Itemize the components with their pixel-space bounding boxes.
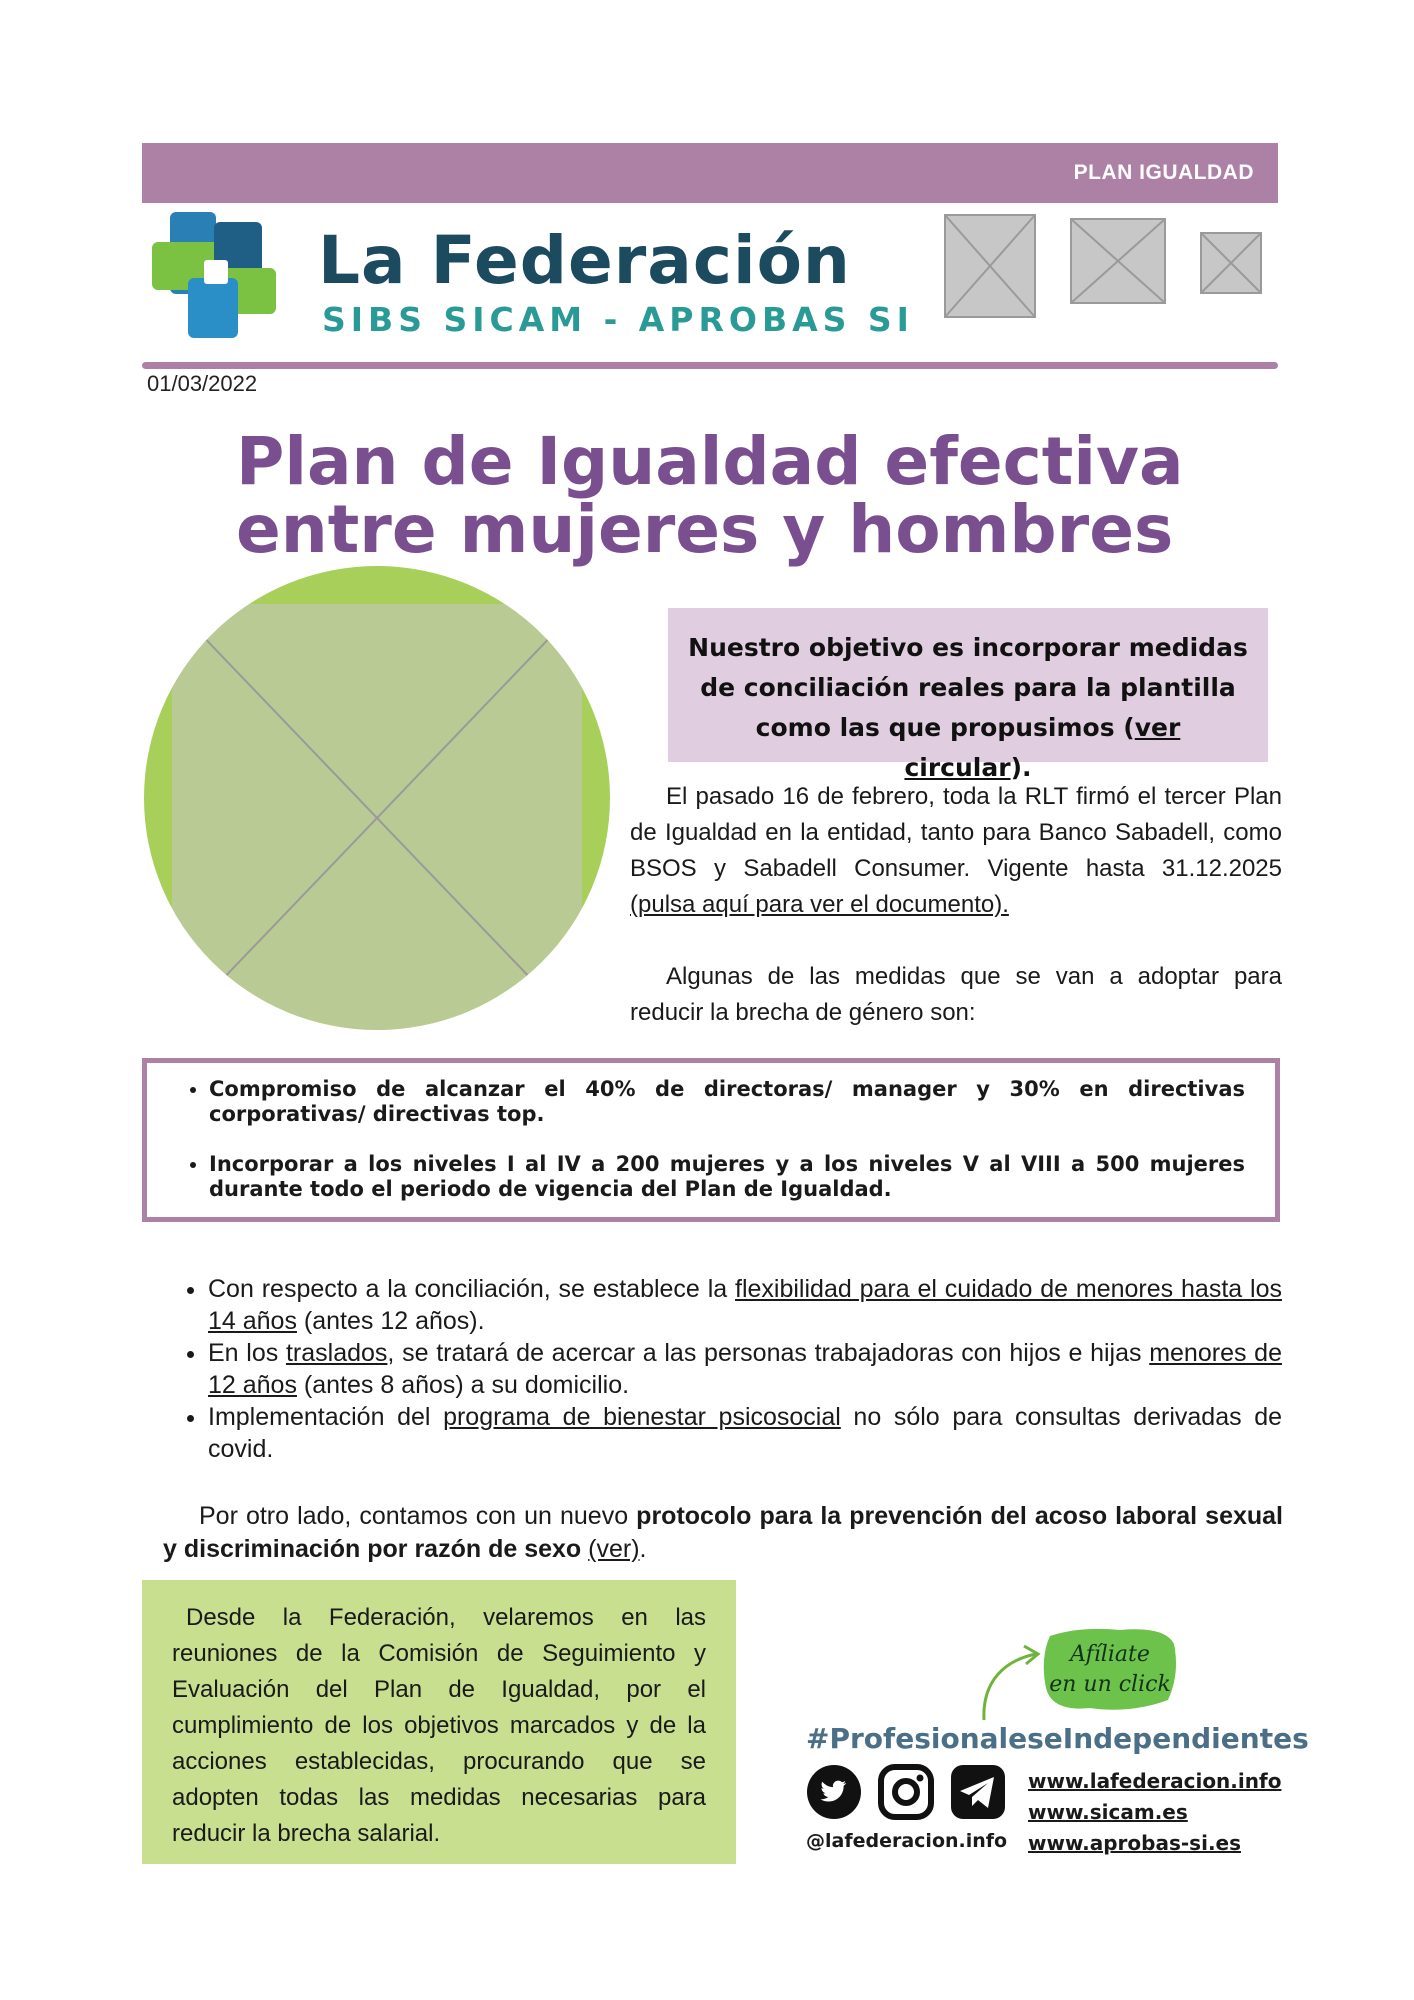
measure-text: (antes 12 años). xyxy=(296,1307,485,1335)
measure-item xyxy=(208,1401,1282,1465)
federacion-logo-mark xyxy=(148,208,284,344)
twitter-icon[interactable] xyxy=(806,1764,862,1820)
measure-text: Implementación del xyxy=(208,1403,444,1431)
menores-link[interactable]: menores de 12 años xyxy=(208,1339,1282,1399)
affiliate-button[interactable] xyxy=(1040,1624,1180,1716)
target-item: • Incorporar a los niveles I al IV a 200 mujeres y a los niveles V al VIII a 500 mujeres durante todo el periodo de vigencia del Plan de Igualdad. xyxy=(209,1152,1245,1202)
intro-paragraph xyxy=(630,779,1282,923)
protocol-paragraph xyxy=(163,1500,1283,1566)
hashtag: #ProfesionaleseIndependientes xyxy=(806,1722,1309,1755)
aprobas-si-logo xyxy=(1070,218,1166,304)
document-link[interactable]: (pulsa aquí para ver el documento). xyxy=(630,891,1009,918)
measure-item xyxy=(208,1273,1282,1337)
affiliate-label-2: en un click xyxy=(1049,1672,1171,1697)
objective-text xyxy=(668,608,1268,808)
bienestar-link[interactable]: programa de bienestar psicosocial xyxy=(443,1403,841,1431)
objective-text-end: ). xyxy=(1010,753,1032,782)
target-item: • Compromiso de alcanzar el 40% de directoras/ manager y 30% en directivas corporativas/ directivas top. xyxy=(209,1077,1245,1127)
objective-text-start: Nuestro objetivo es incorporar medidas de conciliación reales para la plantilla como las que propusimos ( xyxy=(688,633,1248,742)
federacion-commitment-text xyxy=(142,1580,736,1852)
sicam-link[interactable]: www.sicam.es xyxy=(1028,1800,1188,1824)
measure-item xyxy=(208,1337,1282,1401)
measures-intro-text: Algunas de las medidas que se van a adoptar para reducir la brecha de género son: xyxy=(630,963,1282,1026)
targets-box xyxy=(142,1058,1280,1222)
measures-intro-paragraph xyxy=(630,959,1282,1031)
footer-links xyxy=(1028,1766,1281,1859)
measure-text: Con respecto a la conciliación, se establece la xyxy=(208,1275,736,1303)
intro-text: El pasado 16 de febrero, toda la RLT firmó el tercer Plan de Igualdad en la entidad, tanto para Banco Sabadell, como BSOS y Sabadell Consumer. Vigente hasta 31.12.2025 xyxy=(630,783,1282,882)
header-divider xyxy=(142,362,1278,369)
instagram-icon[interactable] xyxy=(878,1764,934,1820)
protocol-text: Por otro lado, contamos con un nuevo xyxy=(199,1502,637,1530)
federacion-commitment-box xyxy=(142,1580,736,1864)
objective-callout xyxy=(668,608,1268,782)
measure-text: (antes 8 años) a su domicilio. xyxy=(296,1371,630,1399)
protocol-text-end: . xyxy=(639,1535,647,1563)
measure-text: , se tratará de acercar a las personas trabajadoras con hijos e hijas xyxy=(387,1339,1150,1367)
protocol-ver-link[interactable]: (ver) xyxy=(588,1535,640,1563)
title-line-1: Plan de Igualdad efectiva xyxy=(236,423,1184,500)
affiliate-label-1: Afíliate xyxy=(1070,1642,1150,1667)
high-five-illustration xyxy=(142,564,612,1032)
section-label: PLAN IGUALDAD xyxy=(1073,161,1254,184)
ver-circular-link[interactable]: ver circular xyxy=(904,713,1181,782)
sicam-logo xyxy=(944,214,1036,318)
measure-text: no sólo para consultas derivadas de covid. xyxy=(208,1403,1283,1463)
traslados-link[interactable]: traslados xyxy=(285,1339,388,1367)
telegram-icon[interactable] xyxy=(950,1764,1006,1820)
protocol-bold-text: protocolo para la prevención del acoso laboral sexual y discriminación por razón de sexo xyxy=(163,1502,1283,1563)
measure-text: En los xyxy=(208,1339,286,1367)
aprobas-link[interactable]: www.aprobas-si.es xyxy=(1028,1831,1242,1855)
section-header-bar xyxy=(142,143,1278,203)
brand-subtitle: SIBS SICAM - APROBAS SI xyxy=(322,300,914,339)
flexibilidad-link[interactable]: flexibilidad para el cuidado de menores hasta los 14 años xyxy=(208,1275,1282,1335)
publish-date: 01/03/2022 xyxy=(147,371,258,396)
lafederacion-link[interactable]: www.lafederacion.info xyxy=(1028,1769,1282,1793)
federacion-commitment-content: Desde la Federación, velaremos en las reuniones de la Comisión de Seguimiento y Evaluación del Plan de Igualdad, por el cumplimiento de los objetivos marcados y de la acciones establecidas, procurando que se adopten todas las medidas necesarias para reducir la brecha salarial. xyxy=(172,1604,706,1847)
social-handle[interactable]: @lafederacion.info xyxy=(806,1830,1008,1852)
cic-logo xyxy=(1200,232,1262,294)
title-line-2: entre mujeres y hombres xyxy=(236,491,1174,568)
curved-arrow-icon xyxy=(976,1640,1046,1724)
measures-list xyxy=(170,1273,1282,1465)
brand-name: La Federación xyxy=(318,222,851,299)
page-title xyxy=(236,423,1184,568)
